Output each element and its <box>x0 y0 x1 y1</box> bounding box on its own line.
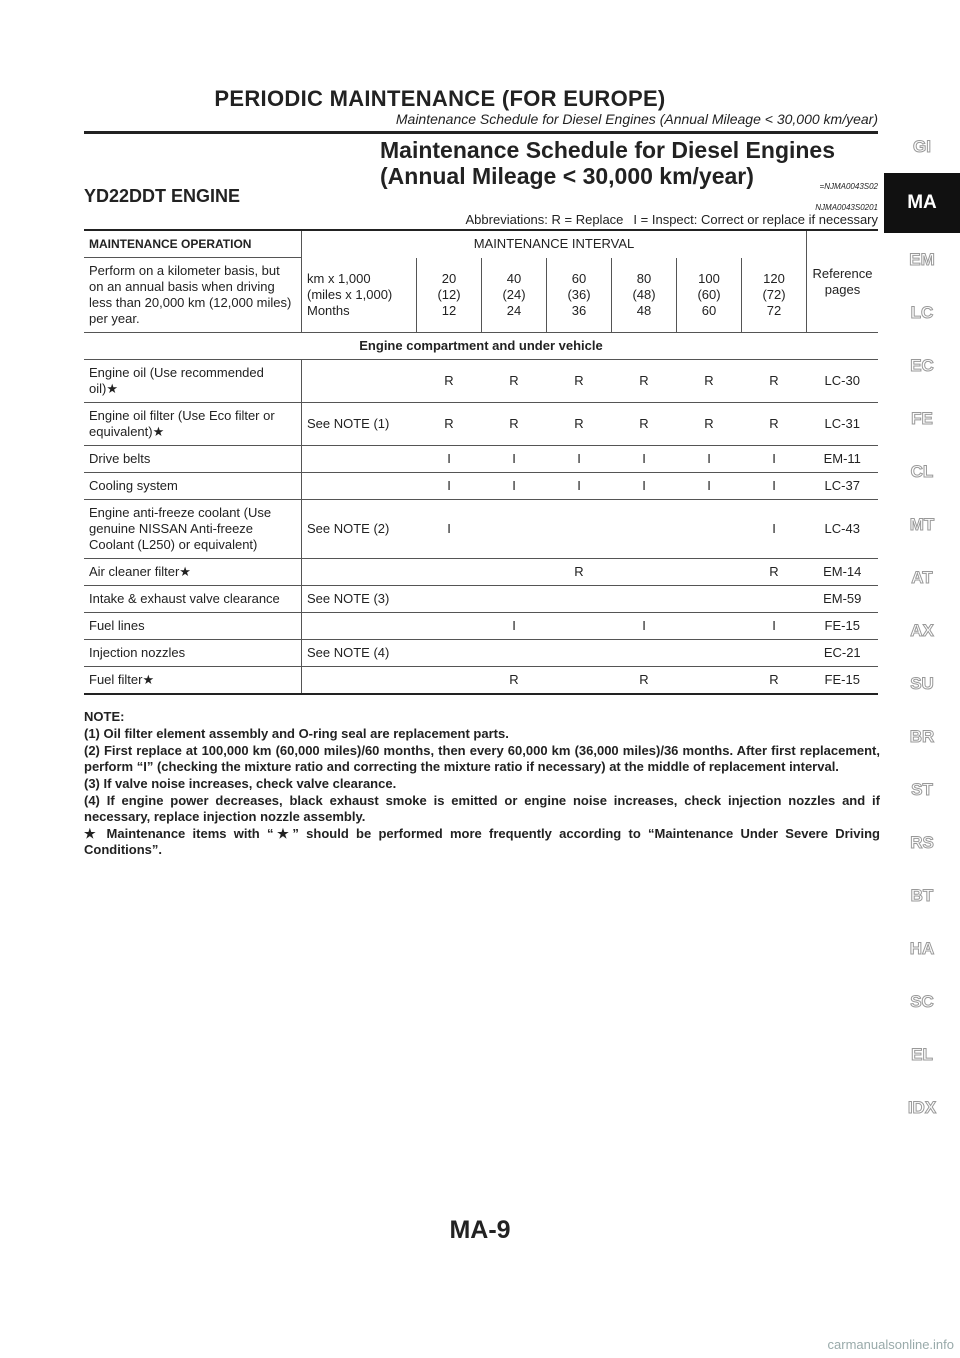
header-rule <box>84 131 878 134</box>
section-tab-bt[interactable]: BT <box>910 885 934 905</box>
interval-col <box>612 258 677 333</box>
interval-col <box>482 258 547 333</box>
row-interval-value <box>742 586 807 613</box>
row-interval-value <box>612 640 677 667</box>
row-interval-value: I <box>742 473 807 500</box>
row-note <box>302 613 417 640</box>
section-tab-ha[interactable]: HA <box>909 938 935 958</box>
row-note: See NOTE (3) <box>302 586 417 613</box>
op-desc: Perform on a kilometer basis, but on an annual basis when driving less than 20,000 km (12,000 miles) per year. <box>84 258 302 333</box>
row-interval-value <box>547 667 612 695</box>
interval-header: MAINTENANCE INTERVAL <box>302 230 807 258</box>
section-tab-st[interactable]: ST <box>911 779 933 799</box>
table-row <box>84 559 878 586</box>
row-item: Fuel lines <box>84 613 302 640</box>
row-ref: EC-21 <box>807 640 879 667</box>
row-interval-value <box>612 500 677 559</box>
row-interval-value <box>482 640 547 667</box>
table-body <box>84 360 878 695</box>
interval-months: 72 <box>766 302 782 318</box>
row-interval-value <box>742 640 807 667</box>
interval-km: 80 <box>636 270 652 286</box>
note-item: (1) Oil filter element assembly and O-ring seal are replacement parts. <box>84 726 509 741</box>
table-row <box>84 446 878 473</box>
row-interval-value <box>677 559 742 586</box>
interval-miles: (60) <box>697 286 721 302</box>
row-interval-value: R <box>547 403 612 446</box>
row-interval-value: I <box>482 473 547 500</box>
row-ref: LC-30 <box>807 360 879 403</box>
interval-miles: (24) <box>502 286 526 302</box>
row-interval-value: R <box>742 360 807 403</box>
row-interval-value: R <box>482 667 547 695</box>
table-row <box>84 500 878 559</box>
interval-km: 40 <box>506 270 522 286</box>
row-interval-value <box>482 559 547 586</box>
row-item: Fuel filter★ <box>84 667 302 695</box>
row-interval-value <box>482 500 547 559</box>
section-tab-fe[interactable]: FE <box>911 408 933 428</box>
row-interval-value: R <box>417 403 482 446</box>
section-tab-ma[interactable]: MA <box>884 173 960 233</box>
note-item: (4) If engine power decreases, black exhaust smoke is emitted or engine noise increases, check injection nozzles and if necessary, replace injection nozzle assembly. <box>84 793 880 824</box>
row-interval-value <box>547 613 612 640</box>
row-interval-value <box>547 640 612 667</box>
row-interval-value: I <box>417 473 482 500</box>
row-ref: EM-59 <box>807 586 879 613</box>
row-item: Cooling system <box>84 473 302 500</box>
row-interval-value: I <box>482 613 547 640</box>
section-ref-code: =NJMA0043S02 <box>819 182 878 191</box>
row-ref: LC-43 <box>807 500 879 559</box>
row-interval-value <box>677 500 742 559</box>
row-ref: LC-37 <box>807 473 879 500</box>
row-interval-value: R <box>482 403 547 446</box>
maintenance-table <box>84 229 878 695</box>
page-number: MA-9 <box>449 1216 511 1244</box>
interval-col <box>677 258 742 333</box>
interval-months: 48 <box>636 302 652 318</box>
units-cell <box>302 258 417 333</box>
row-interval-value: R <box>742 667 807 695</box>
table-row <box>84 403 878 446</box>
row-item: Engine oil filter (Use Eco filter or equivalent)★ <box>84 403 302 446</box>
row-interval-value: I <box>612 473 677 500</box>
section-title <box>380 137 880 189</box>
row-interval-value: I <box>612 446 677 473</box>
row-note: See NOTE (2) <box>302 500 417 559</box>
table-row <box>84 586 878 613</box>
row-interval-value: R <box>612 667 677 695</box>
section-tab-su[interactable]: SU <box>910 673 934 693</box>
row-item: Engine oil (Use recommended oil)★ <box>84 360 302 403</box>
row-interval-value: I <box>547 446 612 473</box>
row-interval-value: I <box>547 473 612 500</box>
interval-miles: (12) <box>437 286 461 302</box>
row-ref: EM-11 <box>807 446 879 473</box>
interval-months: 36 <box>571 302 587 318</box>
row-item: Air cleaner filter★ <box>84 559 302 586</box>
row-interval-value: R <box>677 360 742 403</box>
interval-col <box>417 258 482 333</box>
row-interval-value <box>482 586 547 613</box>
row-ref: FE-15 <box>807 667 879 695</box>
row-interval-value: I <box>742 613 807 640</box>
section-tab-sc[interactable]: SC <box>910 991 934 1011</box>
row-interval-value <box>417 586 482 613</box>
row-interval-value: I <box>677 446 742 473</box>
section-title-line2: (Annual Mileage < 30,000 km/year) <box>380 163 754 189</box>
row-interval-value: I <box>417 500 482 559</box>
row-interval-value: R <box>417 360 482 403</box>
abbreviations <box>456 212 878 227</box>
section-tab-gi[interactable]: GI <box>913 136 931 156</box>
row-interval-value: R <box>742 559 807 586</box>
row-item: Engine anti-freeze coolant (Use genuine NISSAN Anti-freeze Coolant (L250) or equivalent) <box>84 500 302 559</box>
section-tab-idx[interactable]: IDX <box>907 1097 937 1117</box>
row-interval-value <box>677 640 742 667</box>
section-tab-mt[interactable]: MT <box>909 514 935 534</box>
page-header-subtitle: Maintenance Schedule for Diesel Engines (Annual Mileage < 30,000 km/year) <box>395 111 878 127</box>
table-row <box>84 640 878 667</box>
row-interval-value <box>612 559 677 586</box>
row-interval-value <box>677 613 742 640</box>
section-tab-lc[interactable]: LC <box>910 302 934 322</box>
row-interval-value <box>417 640 482 667</box>
row-interval-value: I <box>417 446 482 473</box>
row-note <box>302 473 417 500</box>
row-note <box>302 667 417 695</box>
section-tab-em[interactable]: EM <box>909 249 935 269</box>
row-interval-value: R <box>612 403 677 446</box>
section-index-tabs <box>884 120 960 1134</box>
row-note: See NOTE (4) <box>302 640 417 667</box>
interval-km: 120 <box>763 270 785 286</box>
section-tab-el[interactable]: EL <box>911 1044 933 1064</box>
row-interval-value: I <box>677 473 742 500</box>
interval-months: 12 <box>441 302 457 318</box>
section-tab-br[interactable]: BR <box>909 726 935 746</box>
table-subheading: Engine compartment and under vehicle <box>84 333 878 360</box>
abbr-replace: Abbreviations: R = Replace <box>465 212 624 227</box>
interval-km: 20 <box>441 270 457 286</box>
ref-header: Reference pages <box>807 230 879 333</box>
row-interval-value: I <box>612 613 677 640</box>
unit-months: Months <box>307 302 350 318</box>
table-row <box>84 473 878 500</box>
row-interval-value <box>547 586 612 613</box>
page-header-title: PERIODIC MAINTENANCE (FOR EUROPE) <box>214 86 666 111</box>
note-item: (2) First replace at 100,000 km (60,000 miles)/60 months, then every 60,000 km (36,000 miles)/36 months. After first replacement, perform “I” (checking the mixture ratio and correcting the mixture ratio if necessary) at the middle of replacement interval. <box>84 743 880 774</box>
interval-months: 24 <box>506 302 522 318</box>
row-interval-value: I <box>742 500 807 559</box>
interval-km: 100 <box>698 270 720 286</box>
section-tab-ec[interactable]: EC <box>910 355 934 375</box>
row-interval-value <box>417 613 482 640</box>
section-title-line1: Maintenance Schedule for Diesel Engines <box>380 137 836 163</box>
row-note <box>302 360 417 403</box>
interval-col <box>742 258 807 333</box>
row-item: Intake & exhaust valve clearance <box>84 586 302 613</box>
row-interval-value: I <box>742 446 807 473</box>
notes <box>84 709 880 859</box>
row-ref: LC-31 <box>807 403 879 446</box>
table-row <box>84 360 878 403</box>
row-interval-value: R <box>547 559 612 586</box>
engine-heading: YD22DDT ENGINE <box>84 186 241 206</box>
row-interval-value: R <box>742 403 807 446</box>
table-row <box>84 613 878 640</box>
op-header: MAINTENANCE OPERATION <box>84 230 302 258</box>
row-interval-value: R <box>612 360 677 403</box>
row-interval-value <box>417 559 482 586</box>
interval-col <box>547 258 612 333</box>
unit-km: km x 1,000 <box>307 270 371 286</box>
unit-miles: (miles x 1,000) <box>307 286 393 302</box>
row-note <box>302 446 417 473</box>
row-interval-value <box>547 500 612 559</box>
interval-km: 60 <box>571 270 587 286</box>
interval-miles: (36) <box>567 286 591 302</box>
section-tab-at[interactable]: AT <box>911 567 933 587</box>
row-note: See NOTE (1) <box>302 403 417 446</box>
interval-miles: (48) <box>632 286 656 302</box>
row-ref: FE-15 <box>807 613 879 640</box>
row-interval-value: R <box>677 403 742 446</box>
abbr-inspect: I = Inspect: Correct or replace if necessary <box>633 212 878 227</box>
row-interval-value: R <box>482 360 547 403</box>
section-tab-cl[interactable]: CL <box>910 461 934 481</box>
interval-months: 60 <box>701 302 717 318</box>
engine-ref-code: NJMA0043S0201 <box>815 203 878 212</box>
interval-miles: (72) <box>762 286 786 302</box>
row-item: Injection nozzles <box>84 640 302 667</box>
watermark: carmanualsonline.info <box>827 1337 954 1352</box>
row-interval-value <box>677 667 742 695</box>
row-interval-value: I <box>482 446 547 473</box>
table-row <box>84 667 878 695</box>
row-interval-value <box>417 667 482 695</box>
row-interval-value <box>677 586 742 613</box>
note-heading: NOTE: <box>84 709 125 724</box>
row-note <box>302 559 417 586</box>
section-tab-ax[interactable]: AX <box>910 620 934 640</box>
note-item: ★ Maintenance items with “★” should be performed more frequently according to “Maintenance Under Severe Driving Conditions”. <box>84 826 880 857</box>
row-interval-value: R <box>547 360 612 403</box>
row-interval-value <box>612 586 677 613</box>
row-item: Drive belts <box>84 446 302 473</box>
note-item: (3) If valve noise increases, check valve clearance. <box>84 776 397 791</box>
section-tab-rs[interactable]: RS <box>910 832 934 852</box>
row-ref: EM-14 <box>807 559 879 586</box>
